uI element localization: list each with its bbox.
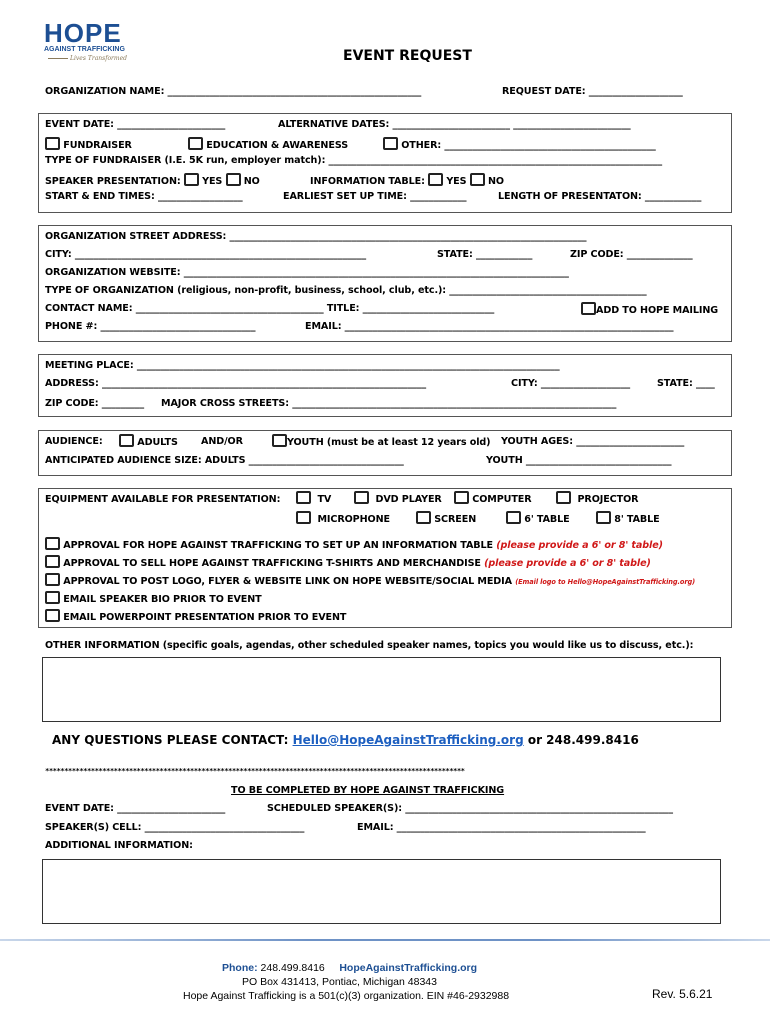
logo (40, 12, 130, 66)
meeting-place-field[interactable]: MEETING PLACE: __________________________________________________________________________________________ (45, 360, 560, 371)
equipment-6ft-table[interactable] (506, 511, 570, 525)
education-option[interactable] (188, 137, 348, 151)
youth-ages-field[interactable]: YOUTH AGES: _______________________ (501, 436, 685, 447)
checkbox-icon[interactable] (188, 137, 203, 150)
checkbox-icon[interactable] (272, 434, 287, 447)
office-speakers[interactable]: SCHEDULED SPEAKER(S): _________________________________________________________ (267, 803, 673, 814)
org-type-field[interactable]: TYPE OF ORGANIZATION (religious, non-profit, business, school, club, etc.): __________________________________________ (45, 285, 647, 296)
yes-label: YES (202, 176, 223, 187)
contact-email-link[interactable]: Hello@HopeAgainstTrafficking.org (292, 733, 524, 747)
checkbox-icon[interactable] (45, 573, 60, 586)
microphone-label: MICROPHONE (317, 514, 390, 525)
email-field[interactable]: EMAIL: ______________________________________________________________________ (305, 321, 674, 332)
youth-label: YOUTH (must be at least 12 years old) (287, 437, 491, 448)
checkbox-icon[interactable] (596, 511, 611, 524)
footer-phone: 248.499.8416 (260, 962, 325, 974)
times-field[interactable]: START & END TIMES: __________________ (45, 191, 243, 202)
org-street-field[interactable]: ORGANIZATION STREET ADDRESS: ____________________________________________________________________________ (45, 231, 587, 242)
contact-phone: or 248.499.8416 (527, 733, 639, 747)
logo-title: HOPE (44, 18, 122, 48)
checkbox-icon[interactable] (45, 555, 60, 568)
approval-label: APPROVAL TO POST LOGO, FLYER & WEBSITE LINK ON HOPE WEBSITE/SOCIAL MEDIA (63, 576, 512, 587)
checkbox-icon[interactable] (581, 302, 596, 315)
no-label: NO (243, 176, 260, 187)
approval-merchandise[interactable] (45, 555, 651, 569)
approval-logo[interactable] (45, 573, 695, 587)
approval-note: (please provide a 6' or 8' table) (484, 558, 651, 569)
audience-row (45, 436, 103, 447)
info-table-label: INFORMATION TABLE: (310, 176, 425, 187)
separator: ************************************************************************************************************** (45, 766, 465, 775)
checkbox-icon[interactable] (184, 173, 199, 186)
office-title: TO BE COMPLETED BY HOPE AGAINST TRAFFICKING (231, 785, 505, 796)
checkbox-icon[interactable] (226, 173, 241, 186)
office-additional-textarea[interactable] (42, 859, 721, 924)
adults-label: ADULTS (137, 437, 178, 448)
audience-size-field[interactable]: ANTICIPATED AUDIENCE SIZE: ADULTS _________________________________ (45, 455, 404, 466)
footer-contact (222, 962, 477, 974)
approval-label: APPROVAL FOR HOPE AGAINST TRAFFICKING TO SET UP AN INFORMATION TABLE (63, 540, 493, 551)
equipment-dvd[interactable] (354, 491, 442, 505)
eight-table-label: 8' TABLE (614, 514, 660, 525)
fundraiser-option[interactable] (45, 137, 132, 151)
equipment-8ft-table[interactable] (596, 511, 660, 525)
add-mailing-option[interactable] (581, 302, 718, 316)
footer-org: Hope Against Trafficking is a 501(c)(3) organization. EIN #46-2932988 (183, 990, 510, 1002)
approval-info-table[interactable] (45, 537, 663, 551)
other-info-textarea[interactable] (42, 657, 721, 722)
andor-label: AND/OR (201, 436, 243, 447)
approval-label: APPROVAL TO SELL HOPE AGAINST TRAFFICKING T-SHIRTS AND MERCHANDISE (63, 558, 481, 569)
meeting-city-field[interactable]: CITY: ___________________ (511, 378, 631, 389)
yes-label: YES (446, 176, 467, 187)
checkbox-icon[interactable] (296, 511, 311, 524)
approval-label: EMAIL POWERPOINT PRESENTATION PRIOR TO EVENT (63, 612, 347, 623)
org-zip-field[interactable]: ZIP CODE: ______________ (570, 249, 693, 260)
equipment-screen[interactable] (416, 511, 476, 525)
checkbox-icon[interactable] (45, 609, 60, 622)
checkbox-icon[interactable] (416, 511, 431, 524)
checkbox-icon[interactable] (470, 173, 485, 186)
footer-site-link[interactable]: HopeAgainstTrafficking.org (339, 962, 478, 974)
meeting-address-field[interactable]: ADDRESS: _____________________________________________________________________ (45, 378, 427, 389)
approval-powerpoint[interactable] (45, 609, 346, 623)
office-event-date[interactable]: EVENT DATE: _______________________ (45, 803, 226, 814)
approval-speaker-bio[interactable] (45, 591, 262, 605)
fundraiser-label: FUNDRAISER (63, 140, 132, 151)
dvd-label: DVD PLAYER (375, 494, 442, 505)
audience-label: AUDIENCE: (45, 436, 103, 447)
logo-underline (48, 58, 68, 59)
equipment-label: EQUIPMENT AVAILABLE FOR PRESENTATION: (45, 494, 281, 505)
tv-label: TV (317, 494, 332, 505)
approval-label: EMAIL SPEAKER BIO PRIOR TO EVENT (63, 594, 262, 605)
projector-label: PROJECTOR (577, 494, 639, 505)
checkbox-icon[interactable] (296, 491, 311, 504)
education-label: EDUCATION & AWARENESS (206, 140, 349, 151)
cross-streets-field[interactable]: MAJOR CROSS STREETS: _____________________________________________________________________ (161, 398, 617, 409)
equipment-microphone[interactable] (296, 511, 390, 525)
equipment-computer[interactable] (454, 491, 532, 505)
approval-note: (please provide a 6' or 8' table) (496, 540, 663, 551)
other-label: OTHER: _____________________________________________ (401, 140, 656, 151)
revision: Rev. 5.6.21 (652, 987, 713, 1001)
adults-option[interactable] (119, 434, 178, 448)
request-date-field[interactable]: REQUEST DATE: ____________________ (502, 86, 683, 97)
add-mailing-label: ADD TO HOPE MAILING (596, 305, 719, 316)
contact-line (52, 733, 639, 747)
checkbox-icon[interactable] (556, 491, 571, 504)
approval-note: (Email logo to Hello@HopeAgainstTrafficking.org) (515, 578, 696, 586)
speaker-presentation-row (45, 173, 260, 187)
logo-tagline: Lives Transformed (70, 55, 128, 62)
event-date-field[interactable]: EVENT DATE: _______________________ (45, 119, 226, 130)
screen-label: SCREEN (434, 514, 477, 525)
no-label: NO (487, 176, 504, 187)
youth-option[interactable] (272, 434, 490, 448)
logo-subtitle: AGAINST TRAFFICKING (44, 46, 125, 53)
footer-divider (0, 939, 770, 941)
office-additional-label: ADDITIONAL INFORMATION: (45, 840, 193, 851)
setup-time-field[interactable]: EARLIEST SET UP TIME: ____________ (283, 191, 467, 202)
equipment-tv[interactable] (296, 491, 331, 505)
computer-label: COMPUTER (472, 494, 532, 505)
checkbox-icon[interactable] (45, 537, 60, 550)
equipment-projector[interactable] (556, 491, 638, 505)
length-field[interactable]: LENGTH OF PRESENTATON: ____________ (498, 191, 702, 202)
six-table-label: 6' TABLE (524, 514, 570, 525)
contact-prefix: ANY QUESTIONS PLEASE CONTACT: (52, 733, 289, 747)
checkbox-icon[interactable] (119, 434, 134, 447)
fundraiser-type-field[interactable]: TYPE OF FUNDRAISER (I.E. 5K run, employer match): _______________________________________________________________________ (45, 155, 663, 166)
page-title: EVENT REQUEST (343, 48, 472, 64)
checkbox-icon[interactable] (428, 173, 443, 186)
checkbox-icon[interactable] (45, 137, 60, 150)
checkbox-icon[interactable] (506, 511, 521, 524)
checkbox-icon[interactable] (454, 491, 469, 504)
office-email[interactable]: EMAIL: _____________________________________________________ (357, 822, 646, 833)
org-state-field[interactable]: STATE: ____________ (437, 249, 533, 260)
checkbox-icon[interactable] (45, 591, 60, 604)
meeting-state-field[interactable]: STATE: ____ (657, 378, 715, 389)
other-option[interactable] (383, 137, 656, 151)
org-name-field[interactable]: ORGANIZATION NAME: ______________________________________________________ (45, 86, 422, 97)
youth-size-field[interactable]: YOUTH _______________________________ (486, 455, 672, 466)
office-cell[interactable]: SPEAKER(S) CELL: __________________________________ (45, 822, 305, 833)
footer-address: PO Box 431413, Pontiac, Michigan 48343 (242, 976, 437, 988)
phone-label: Phone: (222, 962, 258, 974)
checkbox-icon[interactable] (354, 491, 369, 504)
checkbox-icon[interactable] (383, 137, 398, 150)
information-table-row (310, 173, 504, 187)
contact-name-field[interactable]: CONTACT NAME: ________________________________________ TITLE: ____________________________ (45, 303, 495, 314)
alternative-dates-field[interactable]: ALTERNATIVE DATES: _________________________ _________________________ (278, 119, 631, 130)
org-website-field[interactable]: ORGANIZATION WEBSITE: __________________________________________________________________________________ (45, 267, 569, 278)
speaker-label: SPEAKER PRESENTATION: (45, 176, 181, 187)
org-city-field[interactable]: CITY: ______________________________________________________________ (45, 249, 367, 260)
meeting-zip-field[interactable]: ZIP CODE: _________ (45, 398, 145, 409)
other-info-label: OTHER INFORMATION (specific goals, agendas, other scheduled speaker names, topics you would like us to discuss, etc.): (45, 640, 694, 651)
phone-field[interactable]: PHONE #: _________________________________ (45, 321, 256, 332)
